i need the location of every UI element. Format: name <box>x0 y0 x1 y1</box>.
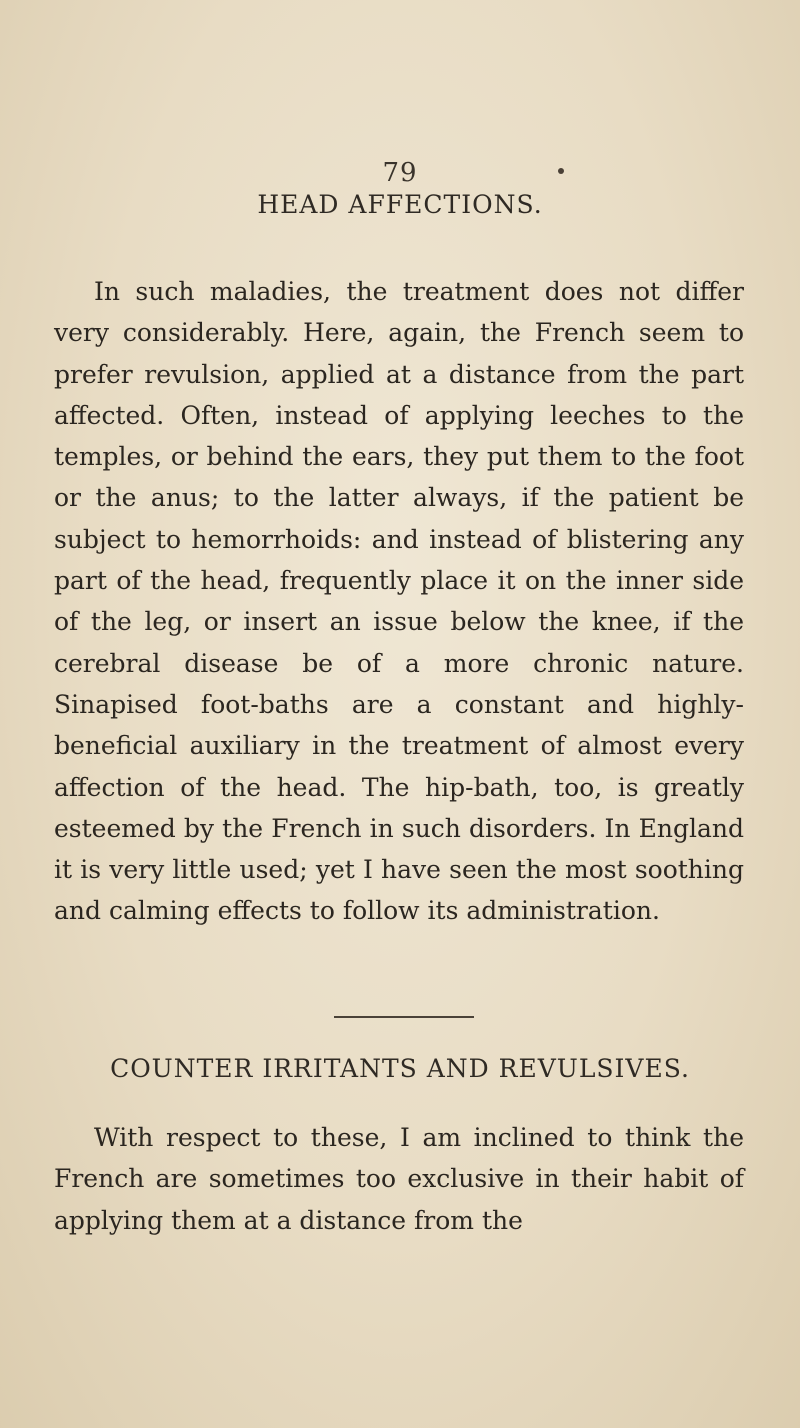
paragraph-counter-irritants: With respect to these, I am inclined to think the French are sometimes too exclusive in their habit of applying them at a distance from the <box>54 1123 744 1235</box>
section-title-head-affections: HEAD AFFECTIONS. <box>257 190 543 219</box>
section-divider <box>334 1016 474 1018</box>
section-title-counter-irritants: COUNTER IRRITANTS AND REVULSIVES. <box>110 1054 690 1083</box>
paragraph-head-affections: In such maladies, the treatment does not differ very considerably. Here, again, the French seem to prefer revulsion, applied at a distance from the part affected. Often, instead of applying leeches to the temples, or behind the ears, they put them to the foot or the anus; to the latter always, if the patient be subject to hemorrhoids: and instead of blistering any part of the head, frequently place it on the inner side of the leg, or insert an issue below the knee, if the cerebral disease be of a more chronic nature. Sinapised foot-baths are a constant and highly-beneficial auxiliary in the treatment of almost every affection of the head. The hip-bath, too, is greatly esteemed by the French in such disorders. In England it is very little used; yet I have seen the most soothing and calming effects to follow its administration. <box>54 277 744 926</box>
ink-speck <box>558 168 564 174</box>
page-number: 79 <box>382 158 418 188</box>
